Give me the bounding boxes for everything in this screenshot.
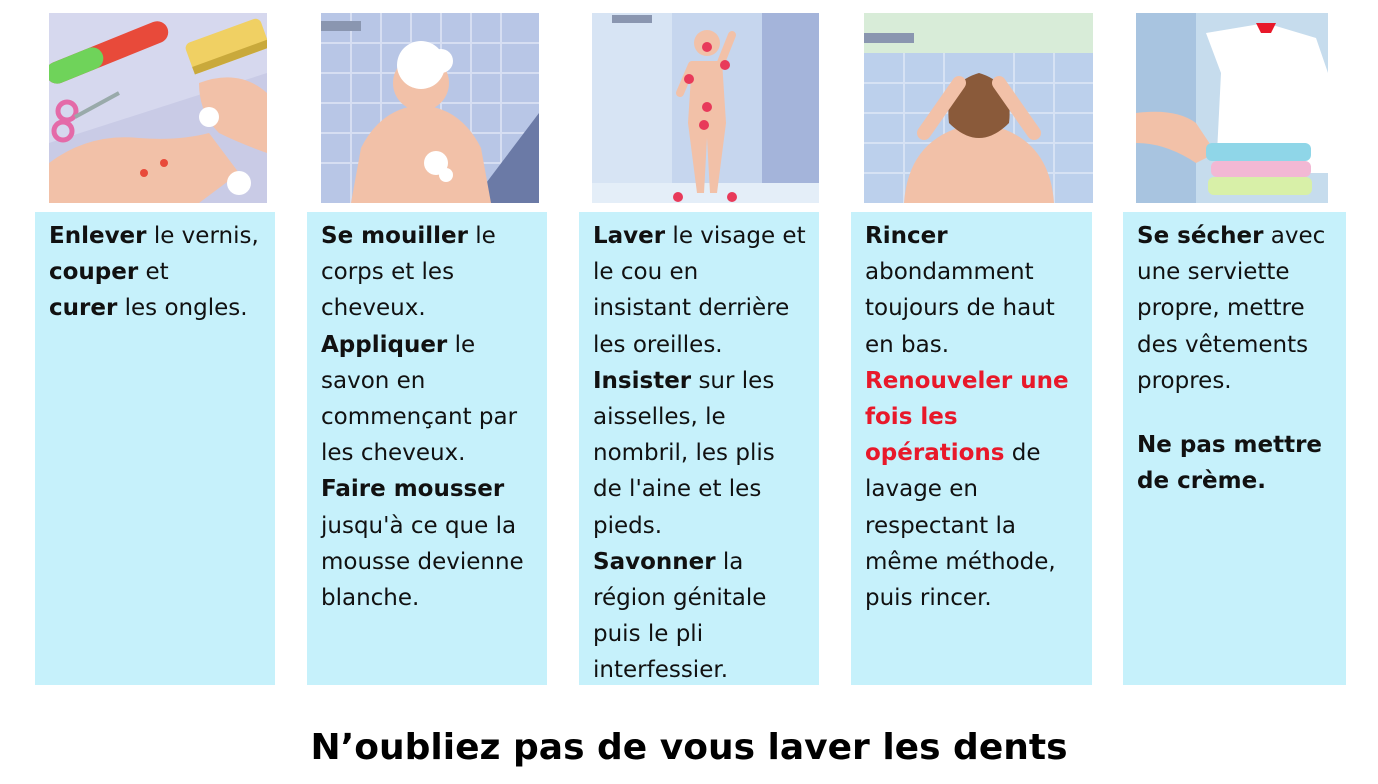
- text-segment: corps et les: [321, 259, 455, 286]
- text-segment: pieds.: [593, 512, 663, 539]
- text-line: [593, 616, 811, 652]
- text-line: [321, 471, 539, 507]
- text-line: [593, 652, 811, 688]
- text-line: [49, 254, 267, 290]
- text-line: [321, 327, 539, 363]
- text-segment: une serviette: [1137, 259, 1290, 286]
- step-card-5: [1123, 212, 1346, 685]
- text-segment: le: [467, 223, 496, 249]
- text-line: [1137, 290, 1338, 326]
- text-segment: de: [1004, 440, 1041, 467]
- text-segment: commençant par: [321, 404, 518, 431]
- text-line: [321, 218, 539, 254]
- text-segment: cheveux.: [321, 295, 426, 322]
- footer-reminder: N’oubliez pas de vous laver les dents: [310, 727, 1068, 768]
- text-segment: couper: [49, 259, 139, 286]
- text-segment: les oreilles.: [593, 331, 723, 358]
- text-line: [1137, 363, 1338, 399]
- text-segment: toujours de haut: [865, 295, 1055, 322]
- text-segment: curer: [49, 295, 118, 322]
- illustration-shower-soap: [321, 13, 539, 203]
- text-segment: propre, mettre: [1137, 295, 1305, 322]
- text-line: [593, 399, 811, 435]
- text-segment: Laver: [593, 223, 666, 249]
- text-line: [865, 327, 1084, 363]
- text-line: [321, 580, 539, 616]
- step-text: [593, 218, 811, 689]
- text-segment: puis le pli: [593, 621, 704, 648]
- text-segment: Faire mousser: [321, 476, 505, 503]
- line-gap: [1137, 399, 1338, 427]
- text-segment: interfessier.: [593, 657, 729, 684]
- text-line: [865, 544, 1084, 580]
- text-segment: en bas.: [865, 331, 950, 358]
- text-segment: les cheveux.: [321, 440, 466, 467]
- text-segment: même méthode,: [865, 548, 1056, 575]
- text-segment: région génitale: [593, 585, 767, 612]
- step-card-1: [35, 212, 275, 685]
- step-text: [49, 218, 267, 327]
- text-line: [1137, 463, 1338, 499]
- text-line: [1137, 427, 1338, 463]
- step-card-2: [307, 212, 547, 685]
- text-line: [865, 435, 1084, 471]
- text-segment: Enlever: [49, 223, 147, 249]
- text-line: [321, 399, 539, 435]
- text-segment: propres.: [1137, 367, 1232, 394]
- text-line: [865, 218, 1084, 254]
- text-segment: des vêtements: [1137, 331, 1309, 358]
- text-line: [593, 435, 811, 471]
- text-segment: jusqu'à ce que la: [321, 512, 517, 539]
- illustration-body-areas: [592, 13, 819, 203]
- text-line: [865, 290, 1084, 326]
- text-line: [865, 580, 1084, 616]
- text-segment: de crème.: [1137, 468, 1266, 495]
- text-segment: la: [715, 548, 744, 575]
- text-segment: Ne pas mettre: [1137, 432, 1323, 459]
- text-segment: blanche.: [321, 585, 420, 612]
- step-text: [1137, 218, 1338, 499]
- step-text: [865, 218, 1084, 616]
- illustration-rinse: [864, 13, 1093, 203]
- text-segment: le cou en: [593, 259, 699, 286]
- text-segment: mousse devienne: [321, 548, 524, 575]
- text-segment: avec: [1263, 223, 1326, 249]
- text-segment: nombril, les plis: [593, 440, 775, 467]
- text-line: [321, 508, 539, 544]
- text-line: [1137, 254, 1338, 290]
- text-segment: Renouveler une: [865, 367, 1069, 394]
- step-card-4: [851, 212, 1092, 685]
- text-line: [321, 435, 539, 471]
- text-line: [321, 290, 539, 326]
- text-segment: les ongles.: [117, 295, 248, 322]
- text-line: [593, 471, 811, 507]
- text-segment: lavage en: [865, 476, 978, 503]
- text-segment: Rincer: [865, 223, 948, 249]
- text-segment: opérations: [865, 440, 1005, 467]
- text-segment: puis rincer.: [865, 585, 992, 612]
- text-line: [593, 508, 811, 544]
- text-segment: le vernis,: [146, 223, 259, 249]
- text-line: [865, 471, 1084, 507]
- text-segment: abondamment: [865, 259, 1034, 286]
- text-line: [593, 363, 811, 399]
- text-line: [1137, 218, 1338, 254]
- text-line: [593, 218, 811, 254]
- step-card-3: [579, 212, 819, 685]
- illustration-towel-clothes: [1136, 13, 1328, 203]
- text-segment: respectant la: [865, 512, 1016, 539]
- illustration-nail-care: [49, 13, 267, 203]
- text-segment: le: [447, 331, 476, 358]
- text-segment: sur les: [691, 367, 775, 394]
- text-line: [321, 254, 539, 290]
- step-text: [321, 218, 539, 616]
- text-segment: de l'aine et les: [593, 476, 762, 503]
- text-line: [49, 218, 267, 254]
- text-line: [49, 290, 267, 326]
- text-line: [321, 544, 539, 580]
- text-line: [593, 254, 811, 290]
- text-segment: Appliquer: [321, 331, 448, 358]
- text-segment: Se mouiller: [321, 223, 468, 249]
- text-segment: savon en: [321, 367, 426, 394]
- text-line: [593, 327, 811, 363]
- text-line: [865, 363, 1084, 399]
- text-line: [593, 290, 811, 326]
- text-line: [593, 580, 811, 616]
- text-segment: fois les: [865, 404, 958, 431]
- text-segment: insistant derrière: [593, 295, 790, 322]
- text-line: [865, 254, 1084, 290]
- text-line: [865, 508, 1084, 544]
- text-line: [865, 399, 1084, 435]
- text-segment: Insister: [593, 367, 692, 394]
- text-line: [1137, 327, 1338, 363]
- text-segment: le visage et: [665, 223, 806, 249]
- text-segment: Savonner: [593, 548, 716, 575]
- text-line: [321, 363, 539, 399]
- text-line: [593, 544, 811, 580]
- text-segment: aisselles, le: [593, 404, 726, 431]
- text-segment: et: [138, 259, 169, 286]
- text-segment: Se sécher: [1137, 223, 1264, 249]
